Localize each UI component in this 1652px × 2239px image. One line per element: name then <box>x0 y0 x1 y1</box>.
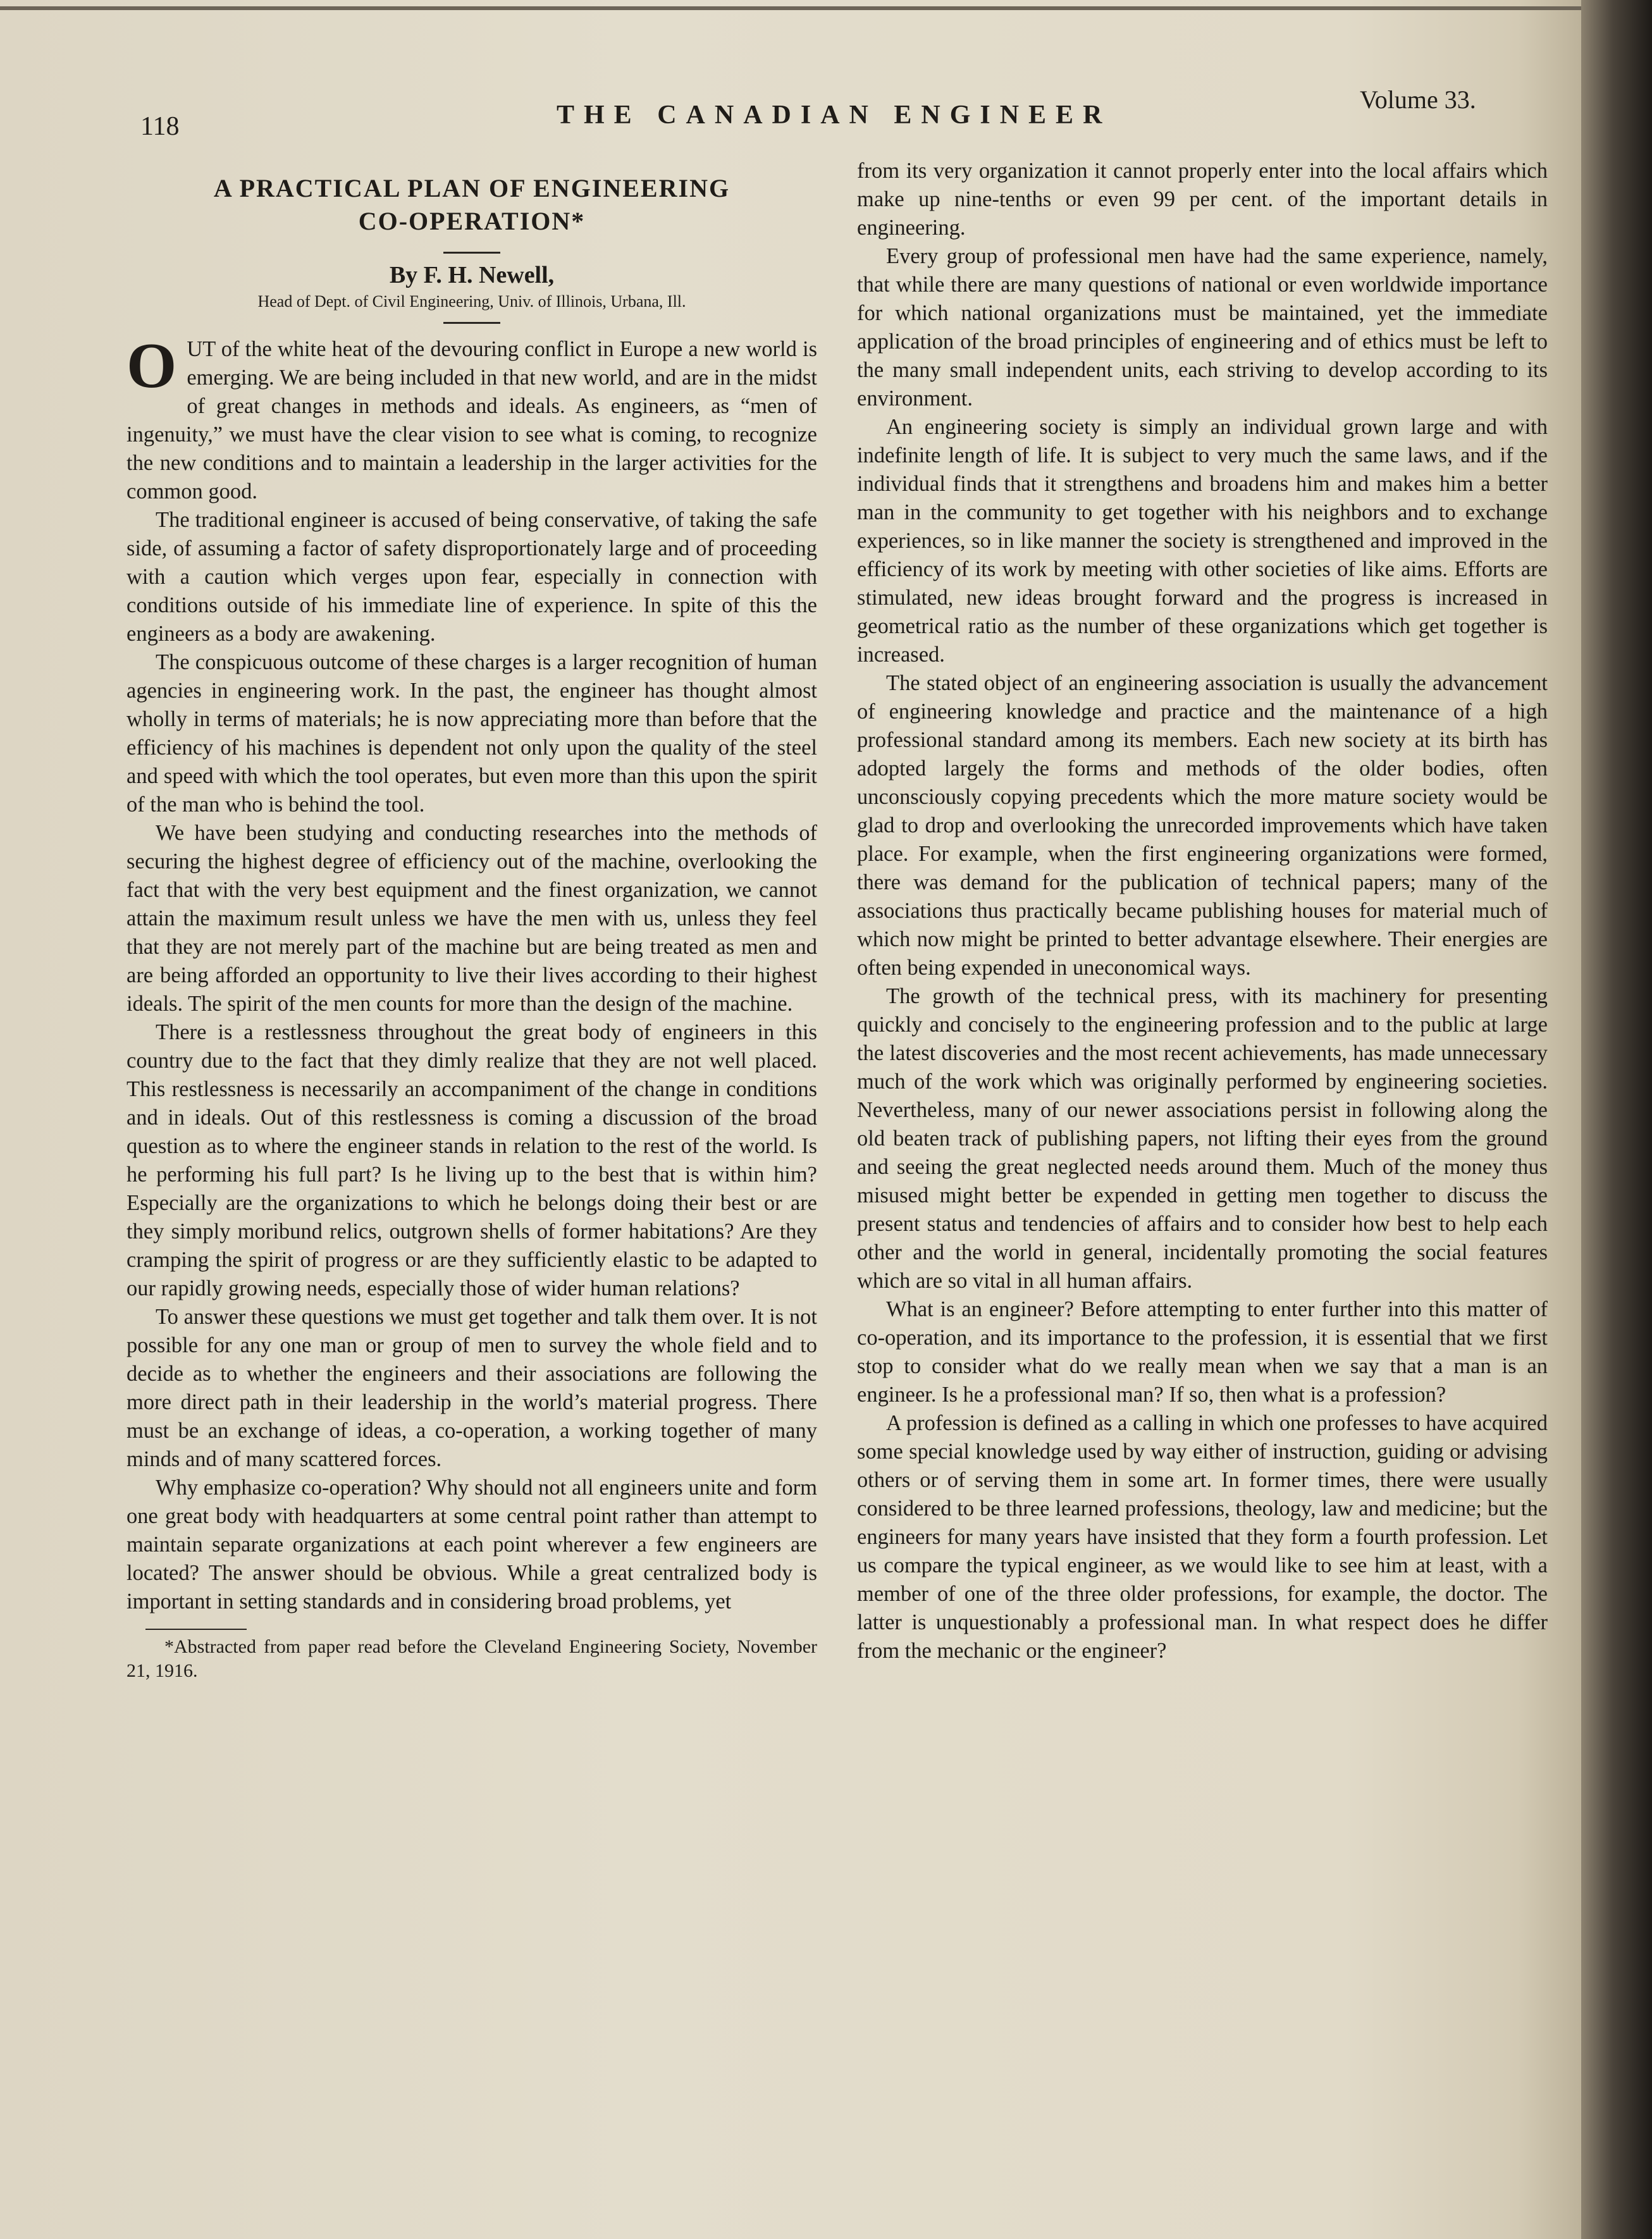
paragraph: A profession is defined as a calling in which one professes to have acquired some special knowledge used by way either of instruction, guiding or advising others or of serving them in some art. In former times, there were usually considered to be three learned professions, theology, law and medicine; but the engineers for many years have insisted that they form a fourth profession. Let us compare the typical engineer, as we would like to see him at least, with a member of one of the three older professions, for example, the doctor. The latter is unquestionably a professional man. In what respect does he differ from the mechanic or the engineer? <box>857 1411 1548 1663</box>
title-rule <box>443 252 500 254</box>
author-affiliation: Head of Dept. of Civil Engineering, Univ. of Illinois, Urbana, Ill. <box>257 292 686 311</box>
paragraph: What is an engineer? Before attempting to enter further into this matter of co-operation, and its importance to the profession, it is essential that we first stop to consider what do we really mean when we say that a man is an engineer. Is he a professional man? If so, then what is a profession? <box>857 1297 1548 1407</box>
left-column <box>126 172 817 1683</box>
drop-cap: O <box>126 330 177 402</box>
paragraph: The growth of the technical press, with its machinery for presenting quickly and concisely to the engineering profession and to the public at large the latest discoveries and the most recent achievements, has made unnecessary much of the work which was originally performed by engineering societies. Nevertheless, many of our newer associations persist in following along the old beaten track of publishing papers, not lifting their eyes from the ground and seeing the great neglected needs around them. Much of the money thus misused might better be expended in getting men together to discuss the present status and tendencies of affairs and to consider how best to help each other and the world in general, incidentally promoting the social features which are so vital in all human affairs. <box>857 984 1548 1293</box>
paragraph: from its very organization it cannot properly enter into the local affairs which make up nine-tenths or even 99 per cent. of the important details in engineering. <box>857 159 1548 240</box>
byline-rule <box>443 322 500 324</box>
paragraph: To answer these questions we must get together and talk them over. It is not possible for any one man or group of men to survey the whole field and to decide as to whether the engineers and their associations are following the more direct path in their leadership in the world’s material progress. There must be an exchange of ideas, a co-operation, a working together of many minds and of many scattered forces. <box>126 1305 817 1471</box>
paragraph: We have been studying and conducting researches into the methods of securing the highest degree of efficiency out of the machine, overlooking the fact that with the very best equipment and the finest organization, we cannot attain the maximum result unless we have the men with us, unless they feel that they are not merely part of the machine but are being treated as men and are being afforded an opportunity to live their lives according to their highest ideals. The spirit of the men counts for more than the design of the machine. <box>126 821 817 1016</box>
page-number: 118 <box>140 112 180 141</box>
paragraph: There is a restlessness throughout the great body of engineers in this country due to the fact that they dimly realize that they are not well placed. This restlessness is necessarily an accompaniment of the change in conditions and in ideals. Out of this restlessness is coming a discussion of the broad question as to where the engineer stands in relation to the rest of the world. Is he performing his full part? Is he living up to the best that is within him? Especially are the organizations to which he belongs doing their best or are they simply moribund relics, outgrown shells of former habitations? Are they cramping the spirit of progress or are they sufficiently elastic to be adapted to our rapidly growing needs, especially those of wider human relations? <box>126 1020 817 1300</box>
volume-label: Volume 33. <box>1360 85 1476 114</box>
article-author: By F. H. Newell, <box>389 262 555 288</box>
paragraph: An engineering society is simply an individual grown large and with indefinite length of life. It is subject to very much the same laws, and if the individual finds that it strengthens and broadens him and makes him a better man in the community to get together with his neighbors and to exchange experiences, so in like manner the society is strengthened and improved in the efficiency of its work by meeting with other societies of like aims. Efforts are stimulated, new ideas brought forward and the progress is increased in geometrical ratio as the number of these organizations which get together is increased. <box>857 415 1548 667</box>
paragraph: The traditional engineer is accused of being conservative, of taking the safe side, of assuming a factor of safety disproportionately large and of proceeding with a caution which verges upon fear, especially in connection with conditions outside of his immediate line of experience. In spite of this the engineers as a body are awakening. <box>126 508 817 646</box>
article-title-line-1: A PRACTICAL PLAN OF ENGINEERING <box>213 174 730 202</box>
right-column <box>857 157 1548 1665</box>
footnote-rule <box>145 1629 247 1630</box>
paragraph: Why emphasize co-operation? Why should not all engineers unite and form one great body with headquarters at some central point rather than attempt to maintain separate organizations at each point wherever a few engineers are located? The answer should be obvious. While a great centralized body is important in setting standards and in considering broad problems, yet <box>126 1476 817 1613</box>
running-title: THE CANADIAN ENGINEER <box>557 101 1112 130</box>
paragraph: The stated object of an engineering association is usually the advancement of engineering knowledge and practice and the maintenance of a high professional standard among its members. Each new society at its birth has adopted largely the forms and methods of the older bodies, often unconsciously copying precedents which the more mature society would be glad to drop and overlooking the unrecorded improvements which have taken place. For example, when the first engineering organizations were formed, there was demand for the publication of technical papers; many of the associations thus practically became publishing houses for material much of which now might be printed to better advantage elsewhere. Their energies are often being expended in uneconomical ways. <box>857 671 1548 980</box>
book-spine-shadow <box>1581 0 1652 2239</box>
article-title-line-2: CO-OPERATION* <box>358 207 586 235</box>
paragraph: The conspicuous outcome of these charges is a larger recognition of human agencies in engineering work. In the past, the engineer has thought almost wholly in terms of materials; he is now appreciating more than before that the efficiency of his machines is dependent not only upon the quality of the steel and speed with which the tool operates, but even more than this upon the spirit of the man who is behind the tool. <box>126 650 817 817</box>
top-edge-line <box>0 6 1581 10</box>
paragraph-text: UT of the white heat of the devouring conflict in Europe a new world is emerging. We are being included in that new world, and are in the midst of great changes in methods and ideals. As engineers, as “men of ingenuity,” we must have the clear vision to see what is coming, to recognize the new conditions and to maintain a leadership in the larger activities for the common good. <box>126 337 817 503</box>
paragraph <box>126 330 817 506</box>
footnote: *Abstracted from paper read before the Cleveland Engineering Society, November 21, 1916. <box>126 1636 817 1681</box>
paragraph: Every group of professional men have had the same experience, namely, that while there are many questions of national or even worldwide importance for which national organizations must be maintained, yet the immediate application of the broad principles of engineering and of ethics must be left to the many small independent units, each striving to develop according to its environment. <box>857 244 1548 410</box>
